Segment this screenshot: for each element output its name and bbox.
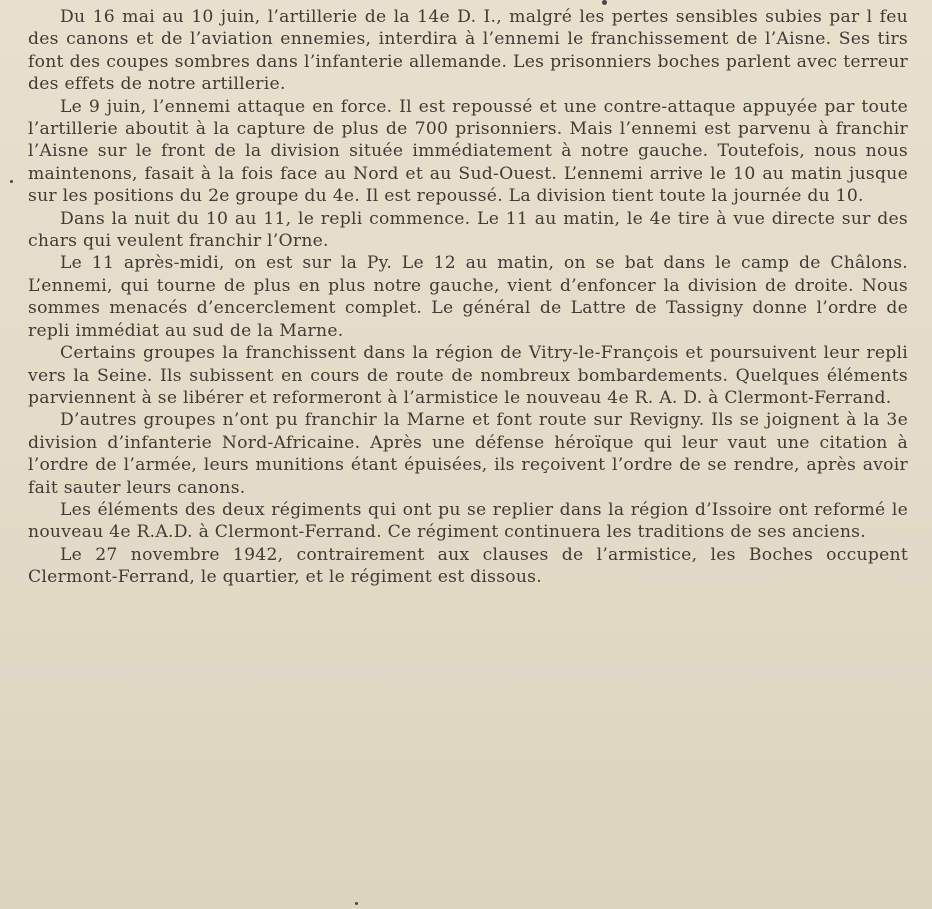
paragraph-7: Les éléments des deux régiments qui ont pu se replier dans la région d’Issoire ont reformé le nouveau 4e R.A.D. à Clermont-Ferrand. Ce régiment continuera les traditions de ses anciens. (28, 499, 908, 543)
body-text (28, 6, 908, 589)
paragraph-3: Dans la nuit du 10 au 11, le repli commence. Le 11 au matin, le 4e tire à vue directe sur des chars qui veulent franchir l’Orne. (28, 208, 908, 252)
ink-speck-left (10, 180, 13, 183)
paragraph-2: Le 9 juin, l’ennemi attaque en force. Il est repoussé et une contre-attaque appuyée par toute l’artillerie aboutit à la capture de plus de 700 prisonniers. Mais l’ennemi est parvenu à franchir l’Aisne sur le front de la division située immédiatement à notre gauche. Toutefois, nous nous maintenons, fasait à la fois face au Nord et au Sud-Ouest. L’ennemi arrive le 10 au matin jusque sur les positions du 2e groupe du 4e. Il est repoussé. La division tient toute la journée du 10. (28, 96, 908, 207)
paragraph-6: D’autres groupes n’ont pu franchir la Marne et font route sur Revigny. Ils se joignent à la 3e division d’infanterie Nord-Africaine. Après une défense héroïque qui leur vaut une citation à l’ordre de l’armée, leurs munitions étant épuisées, ils reçoivent l’ordre de se rendre, après avoir fait sauter leurs canons. (28, 410, 908, 498)
paragraph-4: Le 11 après-midi, on est sur la Py. Le 12 au matin, on se bat dans le camp de Châlons. L’ennemi, qui tourne de plus en plus notre gauche, vient d’enfoncer la division de droite. Nous sommes menacés d’encerclement complet. Le général de Lattre de Tassigny donne l’ordre de repli immédiat au sud de la Marne. (28, 253, 908, 341)
ink-speck-top (602, 0, 607, 5)
paragraph-5: Certains groupes la franchissent dans la région de Vitry-le-François et poursuivent leur repli vers la Seine. Ils subissent en cours de route de nombreux bombardements. Quelques éléments parviennent à se libérer et reformeront à l’armistice le nouveau 4e R. A. D. à Clermont-Ferrand. (28, 343, 908, 408)
ink-speck-bottom (355, 902, 358, 905)
paragraph-8: Le 27 novembre 1942, contrairement aux clauses de l’armistice, les Boches occupent Clermont-Ferrand, le quartier, et le régiment est dissous. (28, 544, 908, 588)
paragraph-1: Du 16 mai au 10 juin, l’artillerie de la 14e D. I., malgré les pertes sensibles subies par l feu des canons et de l’aviation ennemies, interdira à l’ennemi le franchissement de l’Aisne. Ses tirs font des coupes sombres dans l’infanterie allemande. Les prisonniers boches parlent avec terreur des effets de notre artillerie. (28, 7, 908, 95)
